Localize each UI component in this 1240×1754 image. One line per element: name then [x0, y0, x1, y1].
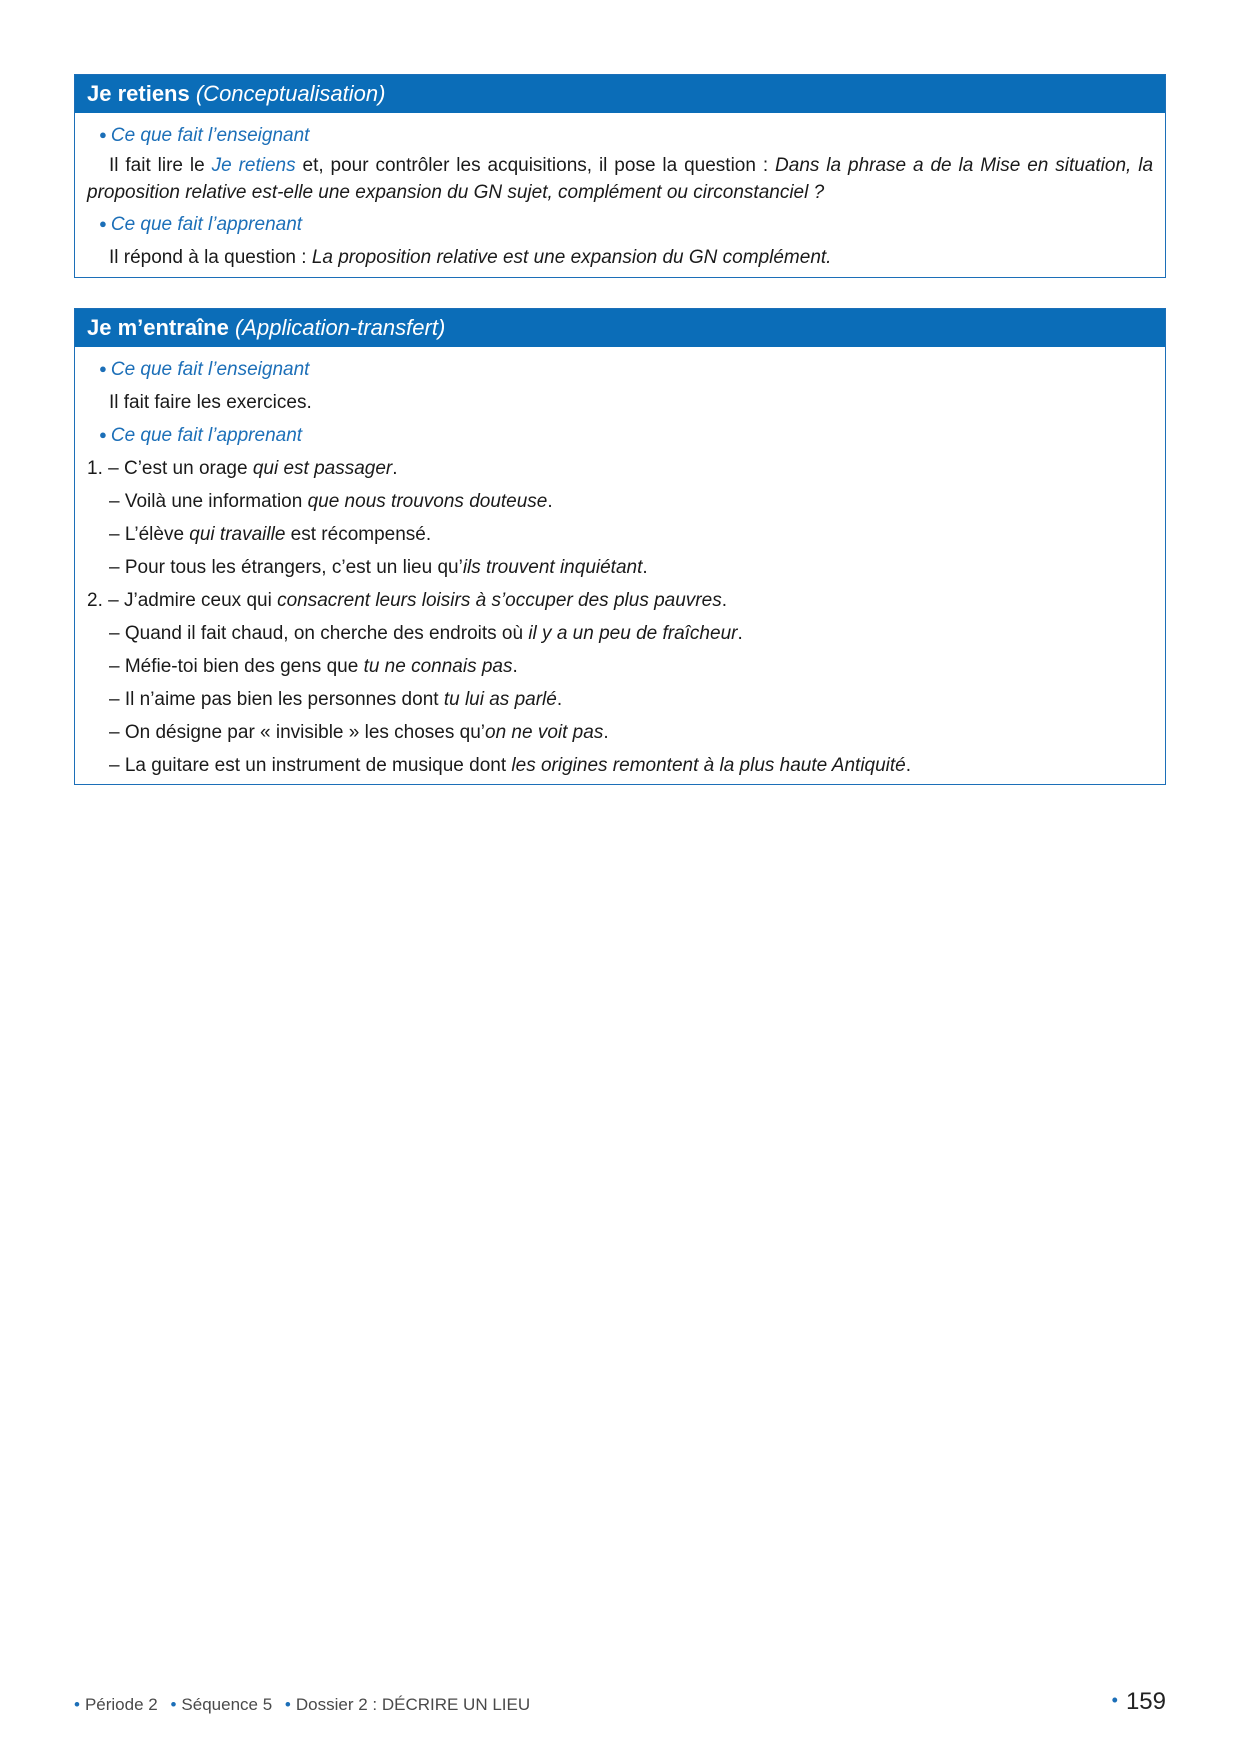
je-retiens-title: Je retiens: [87, 81, 190, 106]
bullet-icon: ●: [99, 361, 107, 376]
page-number-text: 159: [1125, 1688, 1166, 1715]
exercise-line: – Il n’aime pas bien les personnes dont tu lui as parlé.: [109, 689, 563, 710]
teacher-text-2: et, pour contrôler les acquisitions, il pose la question :: [295, 155, 776, 176]
je-retiens-subtitle: (Conceptualisation): [195, 81, 386, 106]
teacher-label-text: Ce que fait l’enseignant: [110, 359, 310, 380]
teacher-label: [87, 119, 1153, 152]
bullet-icon: •: [284, 1695, 291, 1714]
teacher-text-1: Il fait lire le: [109, 155, 212, 176]
exercise-line: – La guitare est un instrument de musique dont les origines remontent à la plus haute Antiquité.: [109, 755, 912, 776]
exercise-line: – Voilà une information que nous trouvons douteuse.: [109, 491, 553, 512]
learner-label-text: Ce que fait l’apprenant: [110, 425, 303, 446]
exercise-line: 1. – C’est un orage qui est passager.: [87, 458, 398, 479]
bullet-icon: ●: [99, 427, 107, 442]
exercise-line: – On désigne par « invisible » les choses qu’on ne voit pas.: [109, 722, 609, 743]
footer-dossier: Dossier 2 : DÉCRIRE UN LIEU: [295, 1695, 531, 1714]
footer-periode: Période 2: [84, 1695, 158, 1714]
exercise-line: – L’élève qui travaille est récompensé.: [109, 524, 432, 545]
je-retiens-reference: Je retiens: [211, 155, 296, 176]
learner-answer: La proposition relative est une expansion du GN complément.: [311, 247, 832, 268]
exercise-line: – Pour tous les étrangers, c’est un lieu qu’ils trouvent inquiétant.: [109, 557, 648, 578]
bullet-icon: ●: [99, 127, 107, 142]
teacher-question: Dans la phrase a de la Mise en situation, la proposition relative est-elle une expansion du GN sujet, complément ou circonstanciel ?: [87, 155, 1154, 203]
je-retiens-box: [74, 74, 1166, 278]
learner-text: Il répond à la question :: [109, 247, 312, 268]
je-retiens-header: [75, 75, 1165, 113]
teacher-text: Il fait faire les exercices.: [109, 392, 312, 413]
teacher-label: [87, 353, 1153, 386]
footer-breadcrumb: [74, 1695, 530, 1715]
learner-label: [87, 208, 1153, 241]
je-mentraine-title: Je m’entraîne: [87, 315, 229, 340]
learner-label: [87, 419, 1153, 452]
teacher-paragraph: [87, 152, 1153, 206]
footer-sequence: Séquence 5: [181, 1695, 273, 1714]
bullet-icon: ●: [99, 216, 107, 231]
bullet-icon: •: [170, 1695, 177, 1714]
exercise-line: – Quand il fait chaud, on cherche des endroits où il y a un peu de fraîcheur.: [109, 623, 743, 644]
je-mentraine-subtitle: (Application-transfert): [234, 315, 446, 340]
exercise-line: 2. – J’admire ceux qui consacrent leurs loisirs à s’occuper des plus pauvres.: [87, 590, 727, 611]
learner-answer-line: [87, 241, 1153, 274]
bullet-icon: •: [74, 1695, 80, 1714]
exercise-line: – Méfie-toi bien des gens que tu ne connais pas.: [109, 656, 518, 677]
je-mentraine-box: [74, 308, 1166, 785]
teacher-label-text: Ce que fait l’enseignant: [110, 125, 310, 146]
learner-label-text: Ce que fait l’apprenant: [110, 214, 303, 235]
page-number: [1112, 1688, 1166, 1716]
je-mentraine-header: [75, 309, 1165, 347]
bullet-icon: •: [1111, 1690, 1118, 1710]
